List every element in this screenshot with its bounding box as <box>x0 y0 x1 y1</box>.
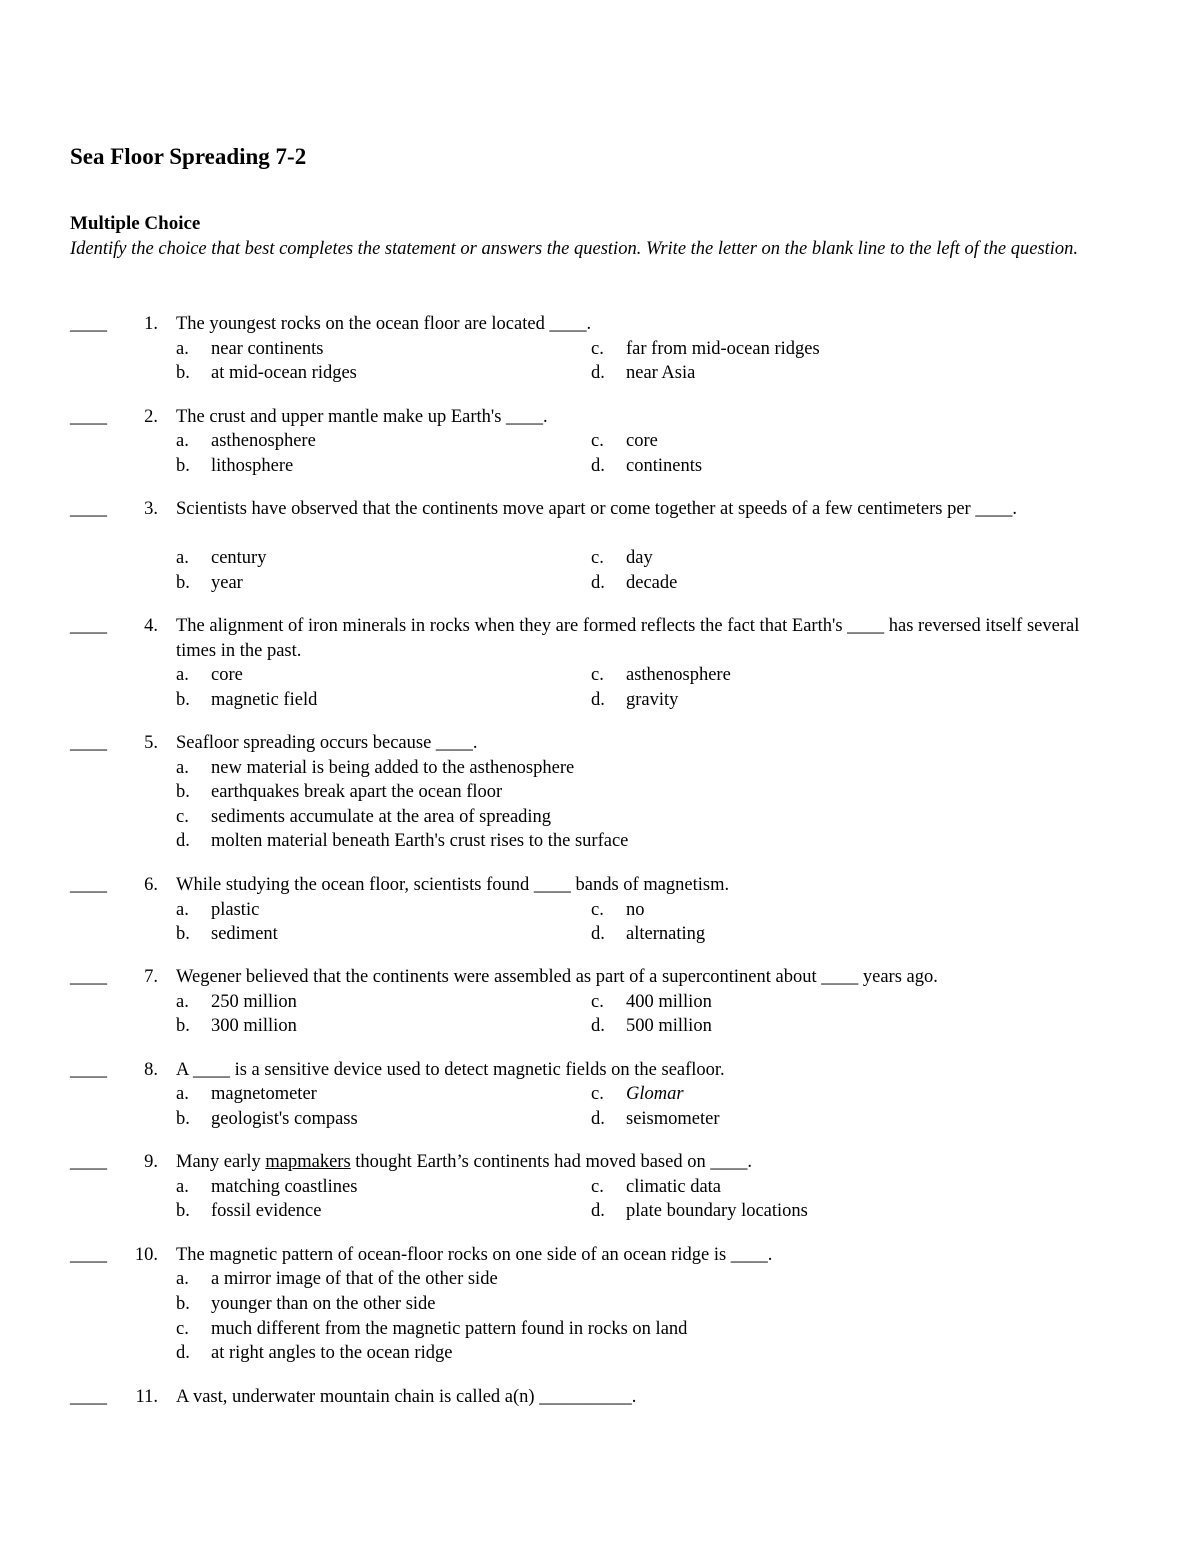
question-text: Wegener believed that the continents were assembled as part of a supercontinent about ____ years ago. <box>176 967 938 987</box>
option-text: at mid-ocean ridges <box>211 363 357 383</box>
option-text: asthenosphere <box>626 665 731 685</box>
option-letter: d. <box>591 1109 605 1129</box>
option-text: plastic <box>211 900 260 920</box>
option-letter: b. <box>176 1016 190 1036</box>
option-text: 400 million <box>626 992 712 1012</box>
answer-blank[interactable]: ____ <box>70 733 107 753</box>
option-letter: c. <box>591 1084 604 1104</box>
option-letter: d. <box>591 924 605 944</box>
option-letter: c. <box>591 548 604 568</box>
answer-blank[interactable]: ____ <box>70 1060 107 1080</box>
option-letter: d. <box>591 1201 605 1221</box>
answer-blank[interactable]: ____ <box>70 967 107 987</box>
option-text: no <box>626 900 645 920</box>
question-text-part: Many early <box>176 1152 266 1172</box>
question-text: Seafloor spreading occurs because ____. <box>176 733 478 753</box>
question-number: 10. <box>134 1245 158 1265</box>
underlined-word: mapmakers <box>265 1152 351 1172</box>
option-text: gravity <box>626 690 679 710</box>
question-text: A vast, underwater mountain chain is called a(n) __________. <box>176 1387 637 1407</box>
option-text: alternating <box>626 924 706 944</box>
page-title: Sea Floor Spreading 7-2 <box>70 144 307 169</box>
answer-blank[interactable]: ____ <box>70 1387 107 1407</box>
option-letter: a. <box>176 431 189 451</box>
option-letter: c. <box>591 992 604 1012</box>
option-text: lithosphere <box>211 456 294 476</box>
answer-blank[interactable]: ____ <box>70 407 107 427</box>
option-text: new material is being added to the asthenosphere <box>211 758 575 778</box>
option-letter: d. <box>176 1343 190 1363</box>
option-letter: b. <box>176 1201 190 1221</box>
option-text: near Asia <box>626 363 696 383</box>
answer-blank[interactable]: ____ <box>70 499 107 519</box>
question-text-part: thought Earth’s continents had moved based on ____. <box>350 1152 752 1172</box>
option-letter: b. <box>176 456 190 476</box>
option-letter: b. <box>176 1294 190 1314</box>
question-text: The magnetic pattern of ocean-floor rocks on one side of an ocean ridge is ____. <box>176 1245 773 1265</box>
option-letter: d. <box>591 456 605 476</box>
instructions: Identify the choice that best completes the statement or answers the question. Write the letter on the blank line to the left of the question. <box>70 239 1079 259</box>
option-text: century <box>211 548 267 568</box>
answer-blank[interactable]: ____ <box>70 314 107 334</box>
option-text: year <box>211 573 243 593</box>
option-letter: a. <box>176 1084 189 1104</box>
option-text: sediment <box>211 924 278 944</box>
option-letter: c. <box>591 1177 604 1197</box>
option-text: magnetic field <box>211 690 318 710</box>
question-number: 3. <box>144 499 158 519</box>
question-number: 5. <box>144 733 158 753</box>
option-text: magnetometer <box>211 1084 317 1104</box>
option-letter: a. <box>176 758 189 778</box>
option-letter: d. <box>591 573 605 593</box>
option-text: 500 million <box>626 1016 712 1036</box>
question-text: The crust and upper mantle make up Earth's ____. <box>176 407 548 427</box>
question-text: The alignment of iron minerals in rocks when they are formed reflects the fact that Earth's ____ has reversed itself several times in the past. <box>176 616 1080 661</box>
option-text: plate boundary locations <box>626 1201 808 1221</box>
option-letter: a. <box>176 665 189 685</box>
option-text: at right angles to the ocean ridge <box>211 1343 453 1363</box>
option-text: geologist's compass <box>211 1109 358 1129</box>
option-text: day <box>626 548 653 568</box>
option-text: sediments accumulate at the area of spreading <box>211 807 552 827</box>
option-text: asthenosphere <box>211 431 316 451</box>
option-letter: a. <box>176 1177 189 1197</box>
option-letter: b. <box>176 924 190 944</box>
option-letter: d. <box>591 690 605 710</box>
question-text: A ____ is a sensitive device used to detect magnetic fields on the seafloor. <box>176 1060 725 1080</box>
option-letter: c. <box>176 1319 189 1339</box>
question-text: The youngest rocks on the ocean floor are located ____. <box>176 314 592 334</box>
option-letter: b. <box>176 363 190 383</box>
answer-blank[interactable]: ____ <box>70 616 107 636</box>
option-text: climatic data <box>626 1177 722 1197</box>
option-letter: a. <box>176 1269 189 1289</box>
option-letter: b. <box>176 573 190 593</box>
option-text: younger than on the other side <box>211 1294 436 1314</box>
answer-blank[interactable]: ____ <box>70 1245 107 1265</box>
option-letter: d. <box>591 363 605 383</box>
option-text: 250 million <box>211 992 297 1012</box>
question-number: 1. <box>144 314 158 334</box>
answer-blank[interactable]: ____ <box>70 1152 107 1172</box>
option-letter: c. <box>591 339 604 359</box>
option-text: 300 million <box>211 1016 297 1036</box>
option-letter: c. <box>591 431 604 451</box>
option-letter: b. <box>176 690 190 710</box>
option-letter: d. <box>176 831 190 851</box>
option-text: Glomar <box>626 1084 684 1104</box>
option-letter: b. <box>176 782 190 802</box>
option-letter: a. <box>176 339 189 359</box>
option-text: much different from the magnetic pattern found in rocks on land <box>211 1319 688 1339</box>
option-letter: c. <box>591 665 604 685</box>
option-text: continents <box>626 456 703 476</box>
question-text: Scientists have observed that the continents move apart or come together at speeds of a few centimeters per ____. <box>176 499 1017 519</box>
option-text: earthquakes break apart the ocean floor <box>211 782 503 802</box>
section-heading: Multiple Choice <box>70 213 201 234</box>
option-text: near continents <box>211 339 324 359</box>
option-text: a mirror image of that of the other side <box>211 1269 498 1289</box>
option-text: decade <box>626 573 678 593</box>
question-number: 7. <box>144 967 158 987</box>
question-number: 2. <box>144 407 158 427</box>
option-text: fossil evidence <box>211 1201 322 1221</box>
option-text: molten material beneath Earth's crust rises to the surface <box>211 831 629 851</box>
option-text: core <box>626 431 658 451</box>
option-text: seismometer <box>626 1109 720 1129</box>
option-letter: c. <box>176 807 189 827</box>
option-text: core <box>211 665 243 685</box>
answer-blank[interactable]: ____ <box>70 875 107 895</box>
option-text: matching coastlines <box>211 1177 358 1197</box>
option-text: far from mid-ocean ridges <box>626 339 820 359</box>
question-number: 9. <box>144 1152 158 1172</box>
question-number: 4. <box>144 616 158 636</box>
question-number: 8. <box>144 1060 158 1080</box>
option-letter: c. <box>591 900 604 920</box>
option-letter: d. <box>591 1016 605 1036</box>
option-letter: a. <box>176 900 189 920</box>
option-letter: a. <box>176 992 189 1012</box>
question-number: 6. <box>144 875 158 895</box>
question-text: While studying the ocean floor, scientists found ____ bands of magnetism. <box>176 875 730 895</box>
option-letter: a. <box>176 548 189 568</box>
question-text <box>176 1150 1116 1175</box>
option-letter: b. <box>176 1109 190 1129</box>
question-number: 11. <box>135 1387 158 1407</box>
